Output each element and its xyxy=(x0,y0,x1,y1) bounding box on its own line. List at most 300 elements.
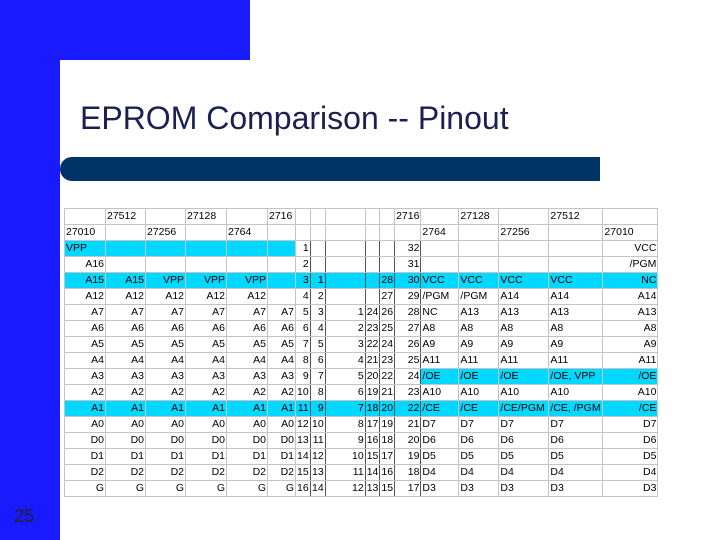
pin-cell: A1 xyxy=(268,401,296,417)
header-cell xyxy=(395,225,421,241)
pin-cell: A0 xyxy=(106,417,146,433)
pin-cell xyxy=(325,289,365,305)
pin-cell: 22 xyxy=(395,401,421,417)
pin-cell: /CE, /PGM xyxy=(549,401,603,417)
header-cell: 27010 xyxy=(603,225,658,241)
pin-cell: A0 xyxy=(65,417,106,433)
pin-cell: A13 xyxy=(549,305,603,321)
pin-cell: D3 xyxy=(421,481,459,497)
pin-cell: 4 xyxy=(325,353,365,369)
pin-cell: 19 xyxy=(395,449,421,465)
pin-cell: D1 xyxy=(146,449,186,465)
pin-cell: A9 xyxy=(421,337,459,353)
pin-cell: VCC xyxy=(459,273,499,289)
pin-cell xyxy=(325,273,365,289)
pin-cell: 28 xyxy=(395,305,421,321)
pin-cell xyxy=(549,257,603,273)
pin-cell: D3 xyxy=(549,481,603,497)
pin-cell: D1 xyxy=(186,449,227,465)
pin-cell: A2 xyxy=(268,385,296,401)
pin-cell: 19 xyxy=(380,417,395,433)
header-cell: 27512 xyxy=(549,209,603,225)
header-cell xyxy=(325,209,365,225)
pin-cell: D7 xyxy=(459,417,499,433)
pin-cell: A4 xyxy=(146,353,186,369)
pin-cell: A10 xyxy=(421,385,459,401)
pin-cell: 23 xyxy=(365,321,380,337)
pin-cell: A10 xyxy=(603,385,658,401)
pin-cell: 6 xyxy=(310,353,325,369)
header-cell xyxy=(459,225,499,241)
pin-cell: 16 xyxy=(380,465,395,481)
pin-cell: A1 xyxy=(146,401,186,417)
pin-cell xyxy=(499,257,549,273)
pin-cell: D7 xyxy=(421,417,459,433)
pin-cell: A1 xyxy=(227,401,268,417)
pin-cell: 15 xyxy=(296,465,311,481)
pin-cell: 20 xyxy=(395,433,421,449)
table-row xyxy=(65,449,658,465)
pin-cell: 14 xyxy=(296,449,311,465)
pin-cell: /PGM xyxy=(459,289,499,305)
table-row xyxy=(65,257,658,273)
slide-number: 25 xyxy=(14,506,35,526)
title-underline-bar xyxy=(60,157,600,181)
pin-cell: D6 xyxy=(459,433,499,449)
pin-cell: 22 xyxy=(380,369,395,385)
pin-cell: A5 xyxy=(268,337,296,353)
pin-cell: A14 xyxy=(549,289,603,305)
pin-cell: 11 xyxy=(325,465,365,481)
pin-cell: A6 xyxy=(146,321,186,337)
pin-cell: 31 xyxy=(395,257,421,273)
pin-cell: 9 xyxy=(325,433,365,449)
pin-cell: 8 xyxy=(325,417,365,433)
pin-cell: D4 xyxy=(421,465,459,481)
pin-cell: G xyxy=(65,481,106,497)
pin-cell: VCC xyxy=(603,241,658,257)
pin-cell: D6 xyxy=(603,433,658,449)
pin-cell xyxy=(268,257,296,273)
pin-cell: 5 xyxy=(325,369,365,385)
header-cell: 27010 xyxy=(65,225,106,241)
pin-cell: D7 xyxy=(499,417,549,433)
pin-cell: /OE, VPP xyxy=(549,369,603,385)
pin-cell xyxy=(325,257,365,273)
pin-cell: A6 xyxy=(106,321,146,337)
pin-cell xyxy=(365,289,380,305)
pin-cell: D2 xyxy=(268,465,296,481)
header-row-bottom xyxy=(65,225,658,241)
header-cell xyxy=(499,209,549,225)
table-row xyxy=(65,305,658,321)
pin-cell: A4 xyxy=(106,353,146,369)
header-cell xyxy=(296,209,311,225)
pin-cell: A1 xyxy=(106,401,146,417)
pin-cell: NC xyxy=(603,273,658,289)
pin-cell: A4 xyxy=(186,353,227,369)
pin-cell: 10 xyxy=(325,449,365,465)
pin-cell: NC xyxy=(421,305,459,321)
header-cell: 2716 xyxy=(268,209,296,225)
pin-cell: A13 xyxy=(459,305,499,321)
pin-cell: 2 xyxy=(296,257,311,273)
pin-cell: 3 xyxy=(310,305,325,321)
pin-cell: 25 xyxy=(395,353,421,369)
header-cell xyxy=(186,225,227,241)
pin-cell: 10 xyxy=(310,417,325,433)
pin-cell: A7 xyxy=(268,305,296,321)
pin-cell xyxy=(106,241,146,257)
pin-cell xyxy=(186,257,227,273)
pin-cell: A4 xyxy=(65,353,106,369)
pin-cell: 25 xyxy=(380,321,395,337)
pin-cell: D5 xyxy=(603,449,658,465)
pin-cell: A0 xyxy=(186,417,227,433)
pin-cell: 26 xyxy=(395,337,421,353)
pin-cell: VPP xyxy=(65,241,106,257)
pin-cell xyxy=(325,241,365,257)
pin-cell: 27 xyxy=(380,289,395,305)
pin-cell: 7 xyxy=(296,337,311,353)
pin-cell: 15 xyxy=(365,449,380,465)
pin-cell: 24 xyxy=(380,337,395,353)
pin-cell xyxy=(459,257,499,273)
pin-cell: 1 xyxy=(310,273,325,289)
pin-cell xyxy=(268,241,296,257)
pin-cell: A5 xyxy=(227,337,268,353)
pin-cell: A0 xyxy=(227,417,268,433)
pin-cell: A9 xyxy=(603,337,658,353)
pin-cell: 3 xyxy=(296,273,311,289)
table-row xyxy=(65,385,658,401)
pin-cell: A1 xyxy=(65,401,106,417)
pin-cell: D3 xyxy=(459,481,499,497)
pin-cell: D2 xyxy=(65,465,106,481)
pin-cell xyxy=(549,241,603,257)
pin-cell: 1 xyxy=(325,305,365,321)
pin-cell: A5 xyxy=(106,337,146,353)
pin-cell xyxy=(421,241,459,257)
pin-cell: A12 xyxy=(146,289,186,305)
pin-cell: 13 xyxy=(296,433,311,449)
pin-cell: D1 xyxy=(106,449,146,465)
pin-cell: A2 xyxy=(227,385,268,401)
pin-cell: A13 xyxy=(499,305,549,321)
pin-cell: D4 xyxy=(499,465,549,481)
pin-cell: 18 xyxy=(395,465,421,481)
pin-cell: VCC xyxy=(421,273,459,289)
pin-cell: 23 xyxy=(395,385,421,401)
pin-cell: 7 xyxy=(310,369,325,385)
pin-cell: G xyxy=(186,481,227,497)
pin-cell: A12 xyxy=(227,289,268,305)
pin-cell: A5 xyxy=(65,337,106,353)
pin-cell: A9 xyxy=(499,337,549,353)
corner-decoration xyxy=(60,60,90,90)
pin-cell: 21 xyxy=(380,385,395,401)
left-decoration-bar xyxy=(0,0,60,540)
pin-cell: D0 xyxy=(146,433,186,449)
pin-cell: 19 xyxy=(365,385,380,401)
pin-cell: A5 xyxy=(186,337,227,353)
pin-cell: 11 xyxy=(296,401,311,417)
pin-cell xyxy=(499,241,549,257)
table-row xyxy=(65,353,658,369)
header-cell xyxy=(65,209,106,225)
pin-cell: 4 xyxy=(310,321,325,337)
pin-cell: G xyxy=(268,481,296,497)
pin-cell: 20 xyxy=(365,369,380,385)
pin-cell: 18 xyxy=(365,401,380,417)
pin-cell: /OE xyxy=(499,369,549,385)
pin-cell: 24 xyxy=(395,369,421,385)
pin-cell: A4 xyxy=(268,353,296,369)
pin-cell xyxy=(459,241,499,257)
table-row xyxy=(65,417,658,433)
pin-cell: 32 xyxy=(395,241,421,257)
pin-cell xyxy=(268,289,296,305)
pin-cell: A3 xyxy=(106,369,146,385)
pin-cell: 13 xyxy=(365,481,380,497)
pin-cell: A15 xyxy=(106,273,146,289)
pin-cell: D7 xyxy=(549,417,603,433)
header-cell xyxy=(603,209,658,225)
pin-cell: G xyxy=(227,481,268,497)
pin-cell: A12 xyxy=(186,289,227,305)
pin-cell: D5 xyxy=(459,449,499,465)
pin-cell: D2 xyxy=(146,465,186,481)
pin-cell xyxy=(310,257,325,273)
pin-cell: A16 xyxy=(65,257,106,273)
pin-cell: D2 xyxy=(227,465,268,481)
header-cell xyxy=(380,225,395,241)
pin-cell: A11 xyxy=(421,353,459,369)
pin-cell: 6 xyxy=(296,321,311,337)
pin-cell: 2 xyxy=(310,289,325,305)
pin-cell: 1 xyxy=(296,241,311,257)
pin-cell xyxy=(227,241,268,257)
pin-cell: 6 xyxy=(325,385,365,401)
pin-cell: VPP xyxy=(186,273,227,289)
pin-cell: 9 xyxy=(310,401,325,417)
table-row xyxy=(65,433,658,449)
pin-cell xyxy=(146,241,186,257)
header-cell xyxy=(365,209,380,225)
pin-cell: D1 xyxy=(227,449,268,465)
pin-cell: A7 xyxy=(65,305,106,321)
pin-cell: A0 xyxy=(268,417,296,433)
pin-cell: D0 xyxy=(106,433,146,449)
pin-cell: A9 xyxy=(549,337,603,353)
pin-cell: 29 xyxy=(395,289,421,305)
header-cell xyxy=(146,209,186,225)
pin-cell: VCC xyxy=(499,273,549,289)
pin-cell: 16 xyxy=(296,481,311,497)
header-cell: 2716 xyxy=(395,209,421,225)
pin-cell: G xyxy=(146,481,186,497)
pin-cell: 5 xyxy=(310,337,325,353)
pin-cell: D2 xyxy=(186,465,227,481)
pin-cell: D5 xyxy=(549,449,603,465)
pinout-table xyxy=(64,208,658,497)
pin-cell: 2 xyxy=(325,321,365,337)
pin-cell xyxy=(365,257,380,273)
pin-cell: 26 xyxy=(380,305,395,321)
pin-cell: A2 xyxy=(146,385,186,401)
header-cell xyxy=(296,225,311,241)
pin-cell: A2 xyxy=(186,385,227,401)
pin-cell xyxy=(380,241,395,257)
pin-cell: D5 xyxy=(499,449,549,465)
pin-cell: 16 xyxy=(365,433,380,449)
pin-cell: A8 xyxy=(459,321,499,337)
pin-cell: 12 xyxy=(296,417,311,433)
pin-cell: A7 xyxy=(227,305,268,321)
table-row xyxy=(65,481,658,497)
pin-cell: A3 xyxy=(146,369,186,385)
pin-cell: D5 xyxy=(421,449,459,465)
pin-cell: D2 xyxy=(106,465,146,481)
pin-cell xyxy=(106,257,146,273)
pin-cell: 30 xyxy=(395,273,421,289)
pin-cell: D0 xyxy=(227,433,268,449)
pin-cell: A3 xyxy=(65,369,106,385)
header-cell xyxy=(325,225,365,241)
pin-cell: 20 xyxy=(380,401,395,417)
pin-cell: A11 xyxy=(459,353,499,369)
pin-cell xyxy=(146,257,186,273)
pin-cell: /OE xyxy=(603,369,658,385)
pin-cell: D1 xyxy=(65,449,106,465)
header-cell xyxy=(106,225,146,241)
table-row xyxy=(65,273,658,289)
pin-cell: A10 xyxy=(499,385,549,401)
pin-cell: 8 xyxy=(296,353,311,369)
header-row-top xyxy=(65,209,658,225)
header-cell: 2764 xyxy=(421,225,459,241)
pin-cell: A8 xyxy=(421,321,459,337)
pin-cell: 17 xyxy=(380,449,395,465)
pin-cell: A12 xyxy=(65,289,106,305)
pin-cell: D3 xyxy=(603,481,658,497)
top-decoration-bar xyxy=(0,0,250,60)
header-cell xyxy=(310,209,325,225)
table-row xyxy=(65,369,658,385)
pin-cell xyxy=(380,257,395,273)
pin-cell: A6 xyxy=(268,321,296,337)
pin-cell: D4 xyxy=(459,465,499,481)
pin-cell: 17 xyxy=(365,417,380,433)
pin-cell: A3 xyxy=(227,369,268,385)
table-row xyxy=(65,321,658,337)
pin-cell: A3 xyxy=(186,369,227,385)
pin-cell: D6 xyxy=(421,433,459,449)
header-cell xyxy=(310,225,325,241)
header-cell: 27128 xyxy=(186,209,227,225)
pin-cell: 13 xyxy=(310,465,325,481)
table-row xyxy=(65,337,658,353)
pin-cell: VPP xyxy=(227,273,268,289)
pin-cell: 21 xyxy=(365,353,380,369)
pin-cell: 21 xyxy=(395,417,421,433)
pin-cell: 11 xyxy=(310,433,325,449)
pin-cell: A6 xyxy=(65,321,106,337)
pin-cell: /PGM xyxy=(603,257,658,273)
table-row xyxy=(65,401,658,417)
pin-cell: 22 xyxy=(365,337,380,353)
pin-cell: 18 xyxy=(380,433,395,449)
pin-cell: /CE xyxy=(459,401,499,417)
header-cell: 27512 xyxy=(106,209,146,225)
header-cell: 27128 xyxy=(459,209,499,225)
pin-cell: D0 xyxy=(268,433,296,449)
pin-cell: A2 xyxy=(106,385,146,401)
pin-cell: A11 xyxy=(499,353,549,369)
pin-cell xyxy=(227,257,268,273)
pin-cell: 9 xyxy=(296,369,311,385)
pin-cell: VPP xyxy=(146,273,186,289)
pin-cell: D6 xyxy=(549,433,603,449)
pin-cell: A11 xyxy=(603,353,658,369)
pin-cell: A9 xyxy=(459,337,499,353)
pin-cell: 10 xyxy=(296,385,311,401)
pin-cell: /CE xyxy=(421,401,459,417)
pin-cell: 23 xyxy=(380,353,395,369)
pin-cell: A7 xyxy=(146,305,186,321)
header-cell xyxy=(549,225,603,241)
pin-cell: 24 xyxy=(365,305,380,321)
pin-cell: A4 xyxy=(227,353,268,369)
pinout-rows xyxy=(65,241,658,497)
pin-cell: 14 xyxy=(365,465,380,481)
header-cell: 2764 xyxy=(227,225,268,241)
pin-cell: A12 xyxy=(106,289,146,305)
pin-cell: 27 xyxy=(395,321,421,337)
pin-cell: A3 xyxy=(268,369,296,385)
pin-cell: 8 xyxy=(310,385,325,401)
header-cell xyxy=(268,225,296,241)
pin-cell: D3 xyxy=(499,481,549,497)
pin-cell xyxy=(421,257,459,273)
pin-cell: 12 xyxy=(310,449,325,465)
pin-cell: 7 xyxy=(325,401,365,417)
pin-cell: D4 xyxy=(603,465,658,481)
pin-cell: 15 xyxy=(380,481,395,497)
pin-cell: /PGM xyxy=(421,289,459,305)
pin-cell: /OE xyxy=(459,369,499,385)
header-cell xyxy=(227,209,268,225)
pin-cell: 14 xyxy=(310,481,325,497)
pin-cell: 17 xyxy=(395,481,421,497)
pin-cell: A15 xyxy=(65,273,106,289)
pin-cell: A8 xyxy=(499,321,549,337)
pin-cell xyxy=(268,273,296,289)
table-row xyxy=(65,289,658,305)
slide-title: EPROM Comparison -- Pinout xyxy=(80,100,509,136)
pin-cell: A14 xyxy=(603,289,658,305)
pin-cell: /CE xyxy=(603,401,658,417)
pin-cell: 28 xyxy=(380,273,395,289)
pin-cell: A11 xyxy=(549,353,603,369)
pin-cell: A5 xyxy=(146,337,186,353)
pin-cell: 5 xyxy=(296,305,311,321)
table-row xyxy=(65,465,658,481)
pin-cell: VCC xyxy=(549,273,603,289)
pin-cell: A0 xyxy=(146,417,186,433)
pin-cell: A10 xyxy=(459,385,499,401)
header-cell: 27256 xyxy=(146,225,186,241)
